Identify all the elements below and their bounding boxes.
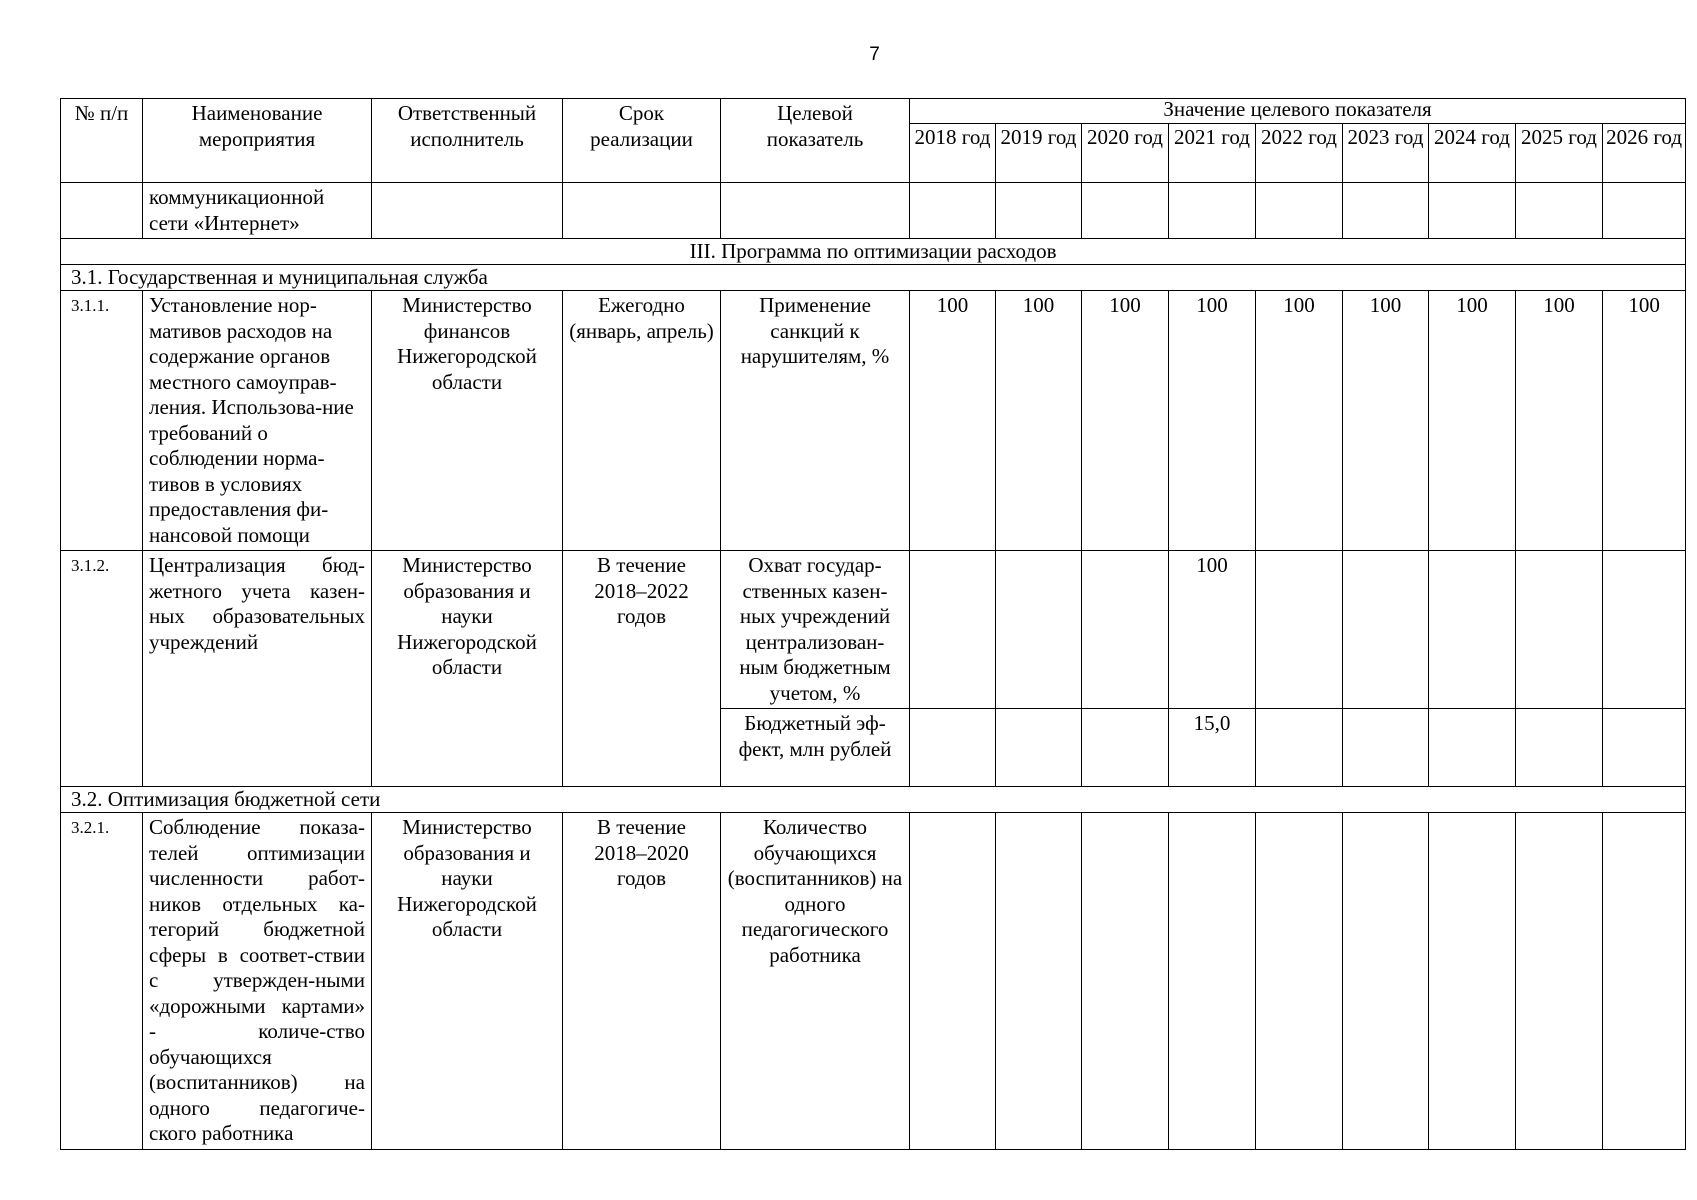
executor: Министерство образования и науки Нижегородской области (372, 813, 563, 1150)
row-number: 3.1.1. (61, 291, 143, 551)
header-term: Срок реализации (563, 99, 721, 183)
page-number: 7 (869, 44, 880, 65)
indicator: Количество обучающихся (воспитанников) на одного педагогического работника (721, 813, 910, 1150)
measure-name: Соблюдение показа-телей оптимизации численности работ-ников отдельных ка-тегорий бюджетной сферы в соответ-ствии с утвержден-ными «дорожными картами» - количе-ство обучающихся (воспитанников) на одного педагогиче-ского работника (143, 813, 372, 1150)
value-2023: 100 (1343, 291, 1429, 551)
value-2020: 100 (1082, 291, 1169, 551)
subsection-heading: 3.1. Государственная и муниципальная служба (61, 265, 1686, 291)
header-year-2020: 2020 год (1082, 124, 1169, 183)
value-2021: 100 (1169, 291, 1256, 551)
target-indicators-table (60, 98, 1686, 1150)
value-2026: 100 (1603, 291, 1686, 551)
value-2022: 100 (1256, 291, 1343, 551)
value-2018: 100 (910, 291, 996, 551)
header-year-2024: 2024 год (1429, 124, 1516, 183)
header-year-2022: 2022 год (1256, 124, 1343, 183)
section-heading: III. Программа по оптимизации расходов (61, 239, 1686, 265)
term: Ежегодно (январь, апрель) (563, 291, 721, 551)
term: В течение 2018–2022 годов (563, 551, 721, 787)
executor: Министерство образования и науки Нижегородской области (372, 551, 563, 787)
header-year-2026: 2026 год (1603, 124, 1686, 183)
value-2025: 100 (1516, 291, 1603, 551)
indicator: Применение санкций к нарушителям, % (721, 291, 910, 551)
header-year-2023: 2023 год (1343, 124, 1429, 183)
header-year-2025: 2025 год (1516, 124, 1603, 183)
table-row (61, 183, 1686, 239)
header-indicator: Целевой показатель (721, 99, 910, 183)
subsection-heading: 3.2. Оптимизация бюджетной сети (61, 787, 1686, 813)
indicator: Охват государ-ственных казен-ных учреждений централизован-ным бюджетным учетом, % (721, 551, 910, 709)
cell-empty (61, 183, 143, 239)
term: В течение 2018–2020 годов (563, 813, 721, 1150)
value-2021: 15,0 (1169, 709, 1256, 787)
continuation-name: коммуникационной сети «Интернет» (143, 183, 372, 239)
measure-name: Централизация бюд-жетного учета казен-ных образовательных учреждений (143, 551, 372, 787)
executor: Министерство финансов Нижегородской области (372, 291, 563, 551)
measure-name: Установление нор-мативов расходов на содержание органов местного самоуправ-ления. Использова-ние требований о соблюдении норма-тивов в условиях предоставления фи-нансовой помощи (143, 291, 372, 551)
header-year-2021: 2021 год (1169, 124, 1256, 183)
table-row (61, 291, 1686, 551)
value-2019: 100 (996, 291, 1082, 551)
header-year-2018: 2018 год (910, 124, 996, 183)
header-num: № п/п (61, 99, 143, 183)
indicator: Бюджетный эф-фект, млн рублей (721, 709, 910, 787)
table-row (61, 813, 1686, 1150)
header-executor: Ответственный исполнитель (372, 99, 563, 183)
value-2021: 100 (1169, 551, 1256, 709)
row-number: 3.1.2. (61, 551, 143, 787)
header-values-group: Значение целевого показателя (910, 99, 1686, 124)
row-number: 3.2.1. (61, 813, 143, 1150)
table-row (61, 551, 1686, 709)
value-2024: 100 (1429, 291, 1516, 551)
header-name: Наименование мероприятия (143, 99, 372, 183)
header-year-2019: 2019 год (996, 124, 1082, 183)
